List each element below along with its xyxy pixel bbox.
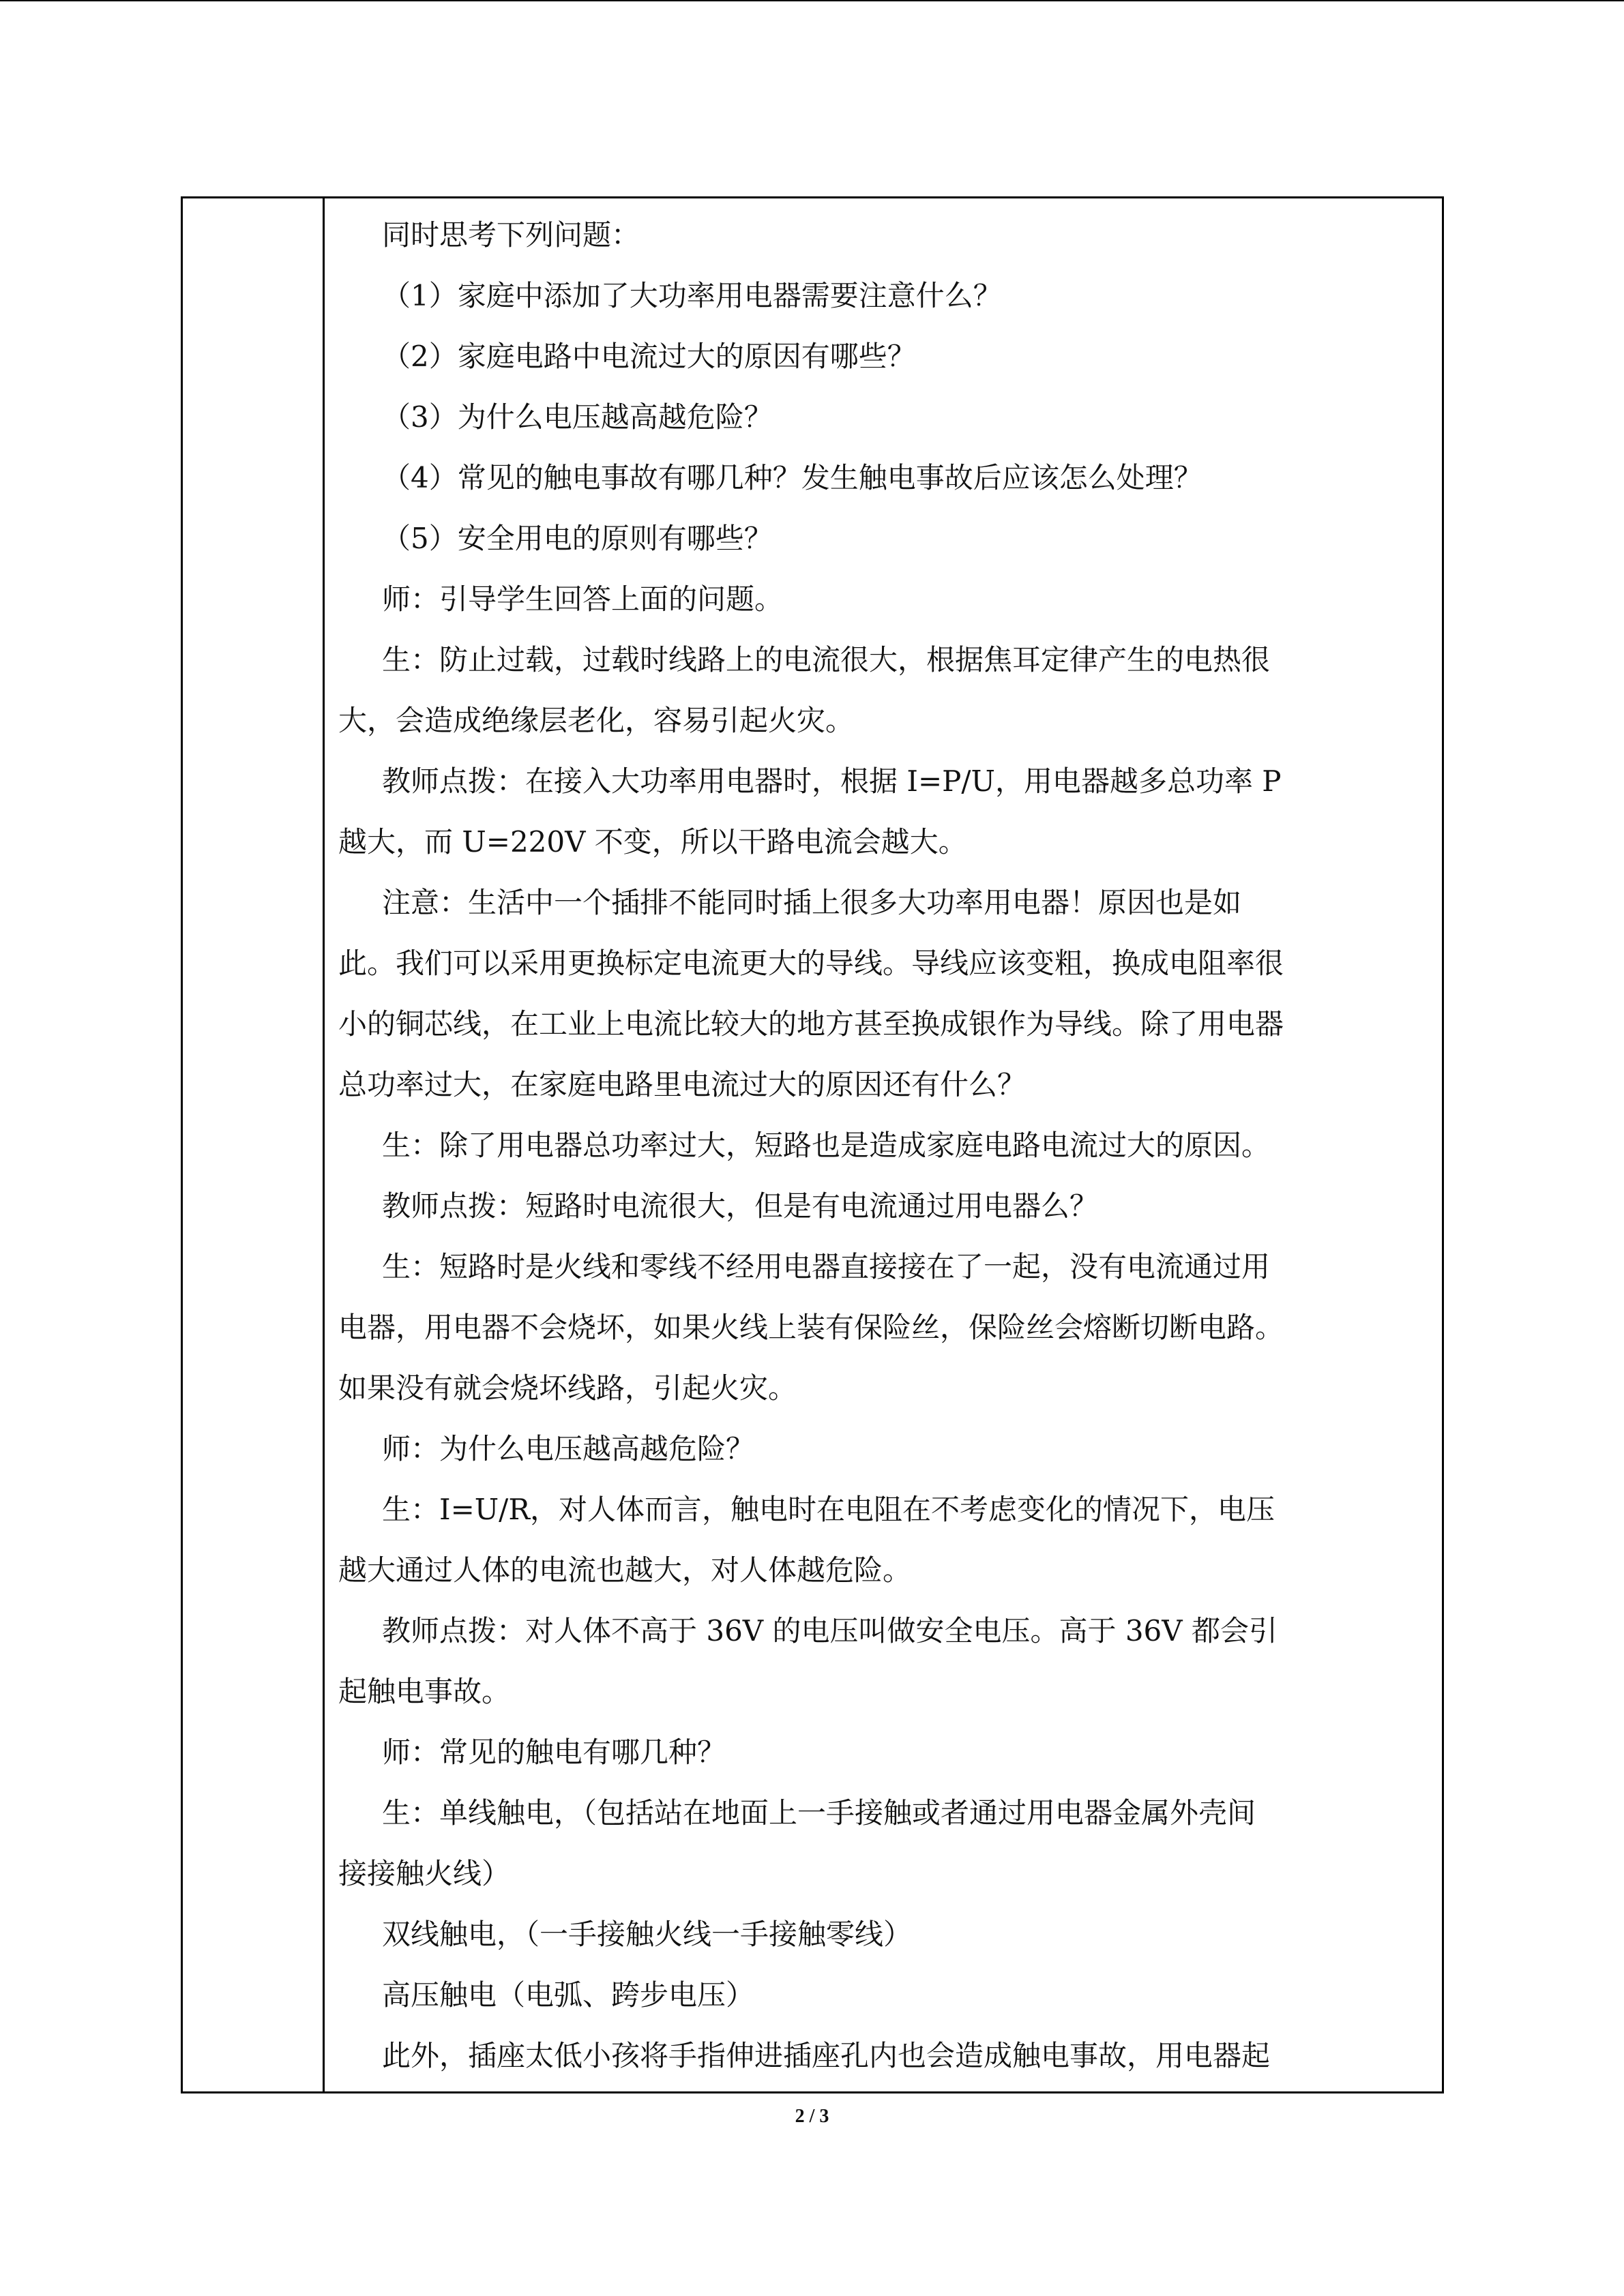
text-line: 师：引导学生回答上面的问题。 — [382, 582, 784, 616]
text-line: 教师点拨：对人体不高于 36V 的电压叫做安全电压。高于 36V 都会引 — [382, 1614, 1278, 1648]
text-line: 高压触电（电弧、跨步电压） — [382, 1978, 755, 2012]
text-line: 生：除了用电器总功率过大，短路也是造成家庭电路电流过大的原因。 — [382, 1129, 1271, 1162]
text-line: 教师点拨：在接入大功率用电器时，根据 I=P/U，用电器越多总功率 P — [382, 764, 1282, 798]
text-line: 总功率过大，在家庭电路里电流过大的原因还有什么？ — [338, 1068, 1027, 1101]
text-line: （3）为什么电压越高越危险？ — [382, 400, 773, 434]
content-cell — [325, 198, 1444, 2091]
text-line: 教师点拨：短路时电流很大，但是有电流通过用电器么？ — [382, 1189, 1099, 1223]
text-line: 生：单线触电，（包括站在地面上一手接触或者通过用电器金属外壳间 — [382, 1796, 1256, 1830]
text-line: 师：常见的触电有哪几种？ — [382, 1735, 726, 1769]
text-line: （4）常见的触电事故有哪几种？发生触电事故后应该怎么处理？ — [382, 461, 1202, 494]
left-column-cell — [183, 198, 325, 2091]
text-line: 越大通过人体的电流也越大，对人体越危险。 — [338, 1553, 912, 1587]
top-rule — [0, 0, 1624, 1]
text-line: 小的铜芯线，在工业上电流比较大的地方甚至换成银作为导线。除了用电器 — [338, 1007, 1284, 1041]
text-line: 生：I=U/R，对人体而言，触电时在电阻在不考虑变化的情况下，电压 — [382, 1493, 1275, 1526]
lesson-table — [181, 196, 1444, 2093]
text-line: （1）家庭中添加了大功率用电器需要注意什么？ — [382, 279, 1002, 312]
text-line: 此。我们可以采用更换标定电流更大的导线。导线应该变粗，换成电阻率很 — [338, 946, 1284, 980]
text-line: 同时思考下列问题： — [382, 218, 640, 252]
text-line: 大，会造成绝缘层老化，容易引起火灾。 — [338, 704, 855, 737]
text-line: 生：防止过载，过载时线路上的电流很大，根据焦耳定律产生的电热很 — [382, 643, 1271, 676]
text-line: 双线触电，（一手接触火线一手接触零线） — [382, 1918, 913, 1951]
text-line: （5）安全用电的原则有哪些？ — [382, 522, 773, 555]
text-line: 注意：生活中一个插排不能同时插上很多大功率用电器！原因也是如 — [382, 886, 1242, 919]
text-line: 越大，而 U=220V 不变，所以干路电流会越大。 — [338, 825, 967, 859]
page-number: 2 / 3 — [795, 2106, 829, 2127]
text-line: 如果没有就会烧坏线路，引起火灾。 — [338, 1371, 797, 1405]
text-line: 师：为什么电压越高越危险？ — [382, 1432, 755, 1465]
text-line: 此外，插座太低小孩将手指伸进插座孔内也会造成触电事故，用电器起 — [382, 2039, 1271, 2072]
text-line: 生：短路时是火线和零线不经用电器直接接在了一起，没有电流通过用 — [382, 1250, 1271, 1283]
text-line: 起触电事故。 — [338, 1675, 511, 1708]
text-line: 电器，用电器不会烧坏，如果火线上装有保险丝，保险丝会熔断切断电路。 — [338, 1311, 1284, 1344]
text-line: （2）家庭电路中电流过大的原因有哪些？ — [382, 340, 916, 373]
text-line: 接接触火线） — [338, 1857, 511, 1890]
